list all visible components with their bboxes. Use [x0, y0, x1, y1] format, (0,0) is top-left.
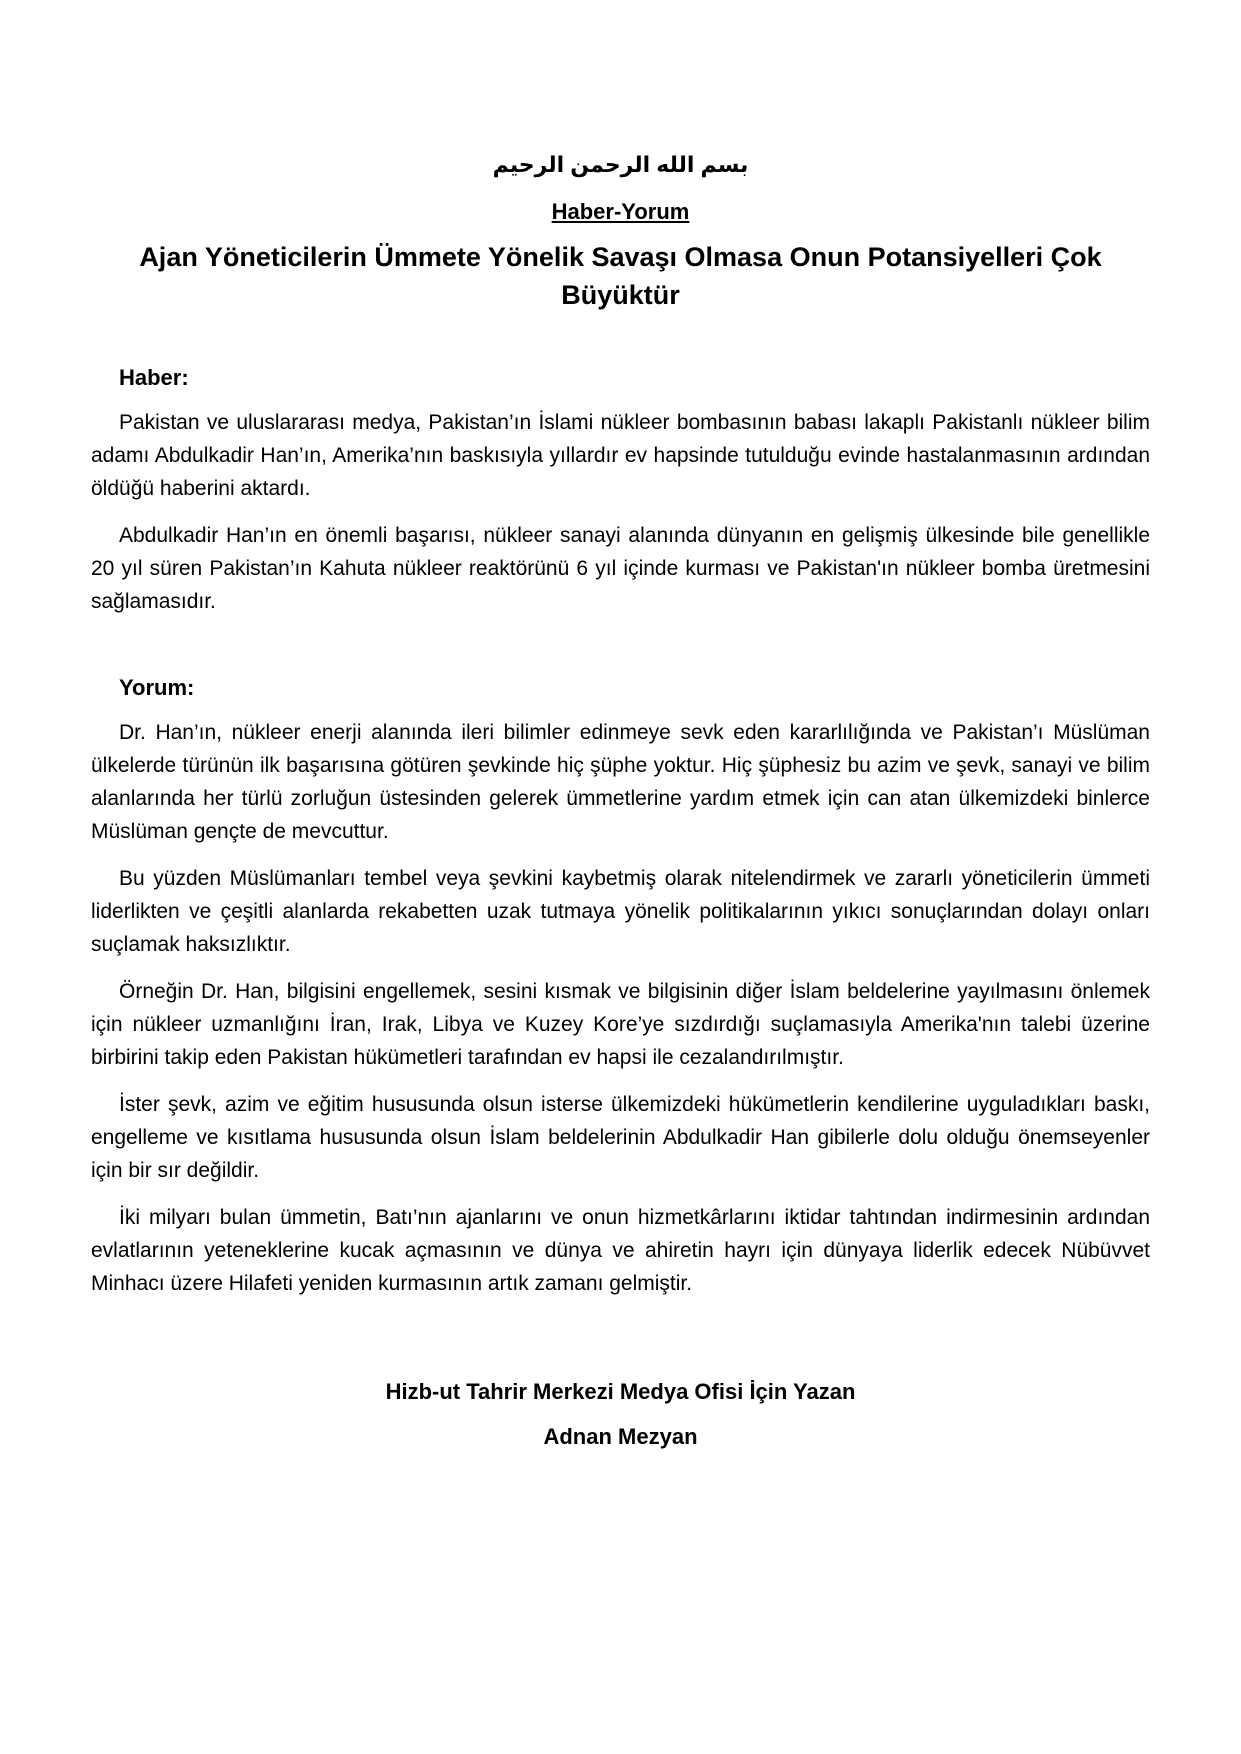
yorum-paragraph-5: İki milyarı bulan ümmetin, Batı’nın ajanlarını ve onun hizmetkârlarını iktidar tahtından indirmesinin ardından evlatlarının yeteneklerine kucak açmasının ve dünya ve ahiretin hayrı için dünyaya liderlik edecek Nübüvvet Minhacı üzere Hilafeti yeniden kurmasının artık zamanı gelmiştir. [91, 1206, 1150, 1295]
yorum-paragraph-1: Dr. Han’ın, nükleer enerji alanında ileri bilimler edinmeye sevk eden kararlılığında ve Pakistan’ı Müslüman ülkelerde türünün ilk başarısına götüren şevkinde hiç şüphe yoktur. Hiç şüphesiz bu azim ve şevk, sanayi ve bilim alanlarında her türlü zorluğun üstesinden gelerek ümmetlerine yardım etmek için can atan ülkemizdeki binlerce Müslüman gençte de mevcuttur. [91, 721, 1150, 843]
section-heading-haber: Haber: [119, 365, 189, 390]
footer-byline: Hizb-ut Tahrir Merkezi Medya Ofisi İçin Yazan [385, 1379, 856, 1404]
haber-paragraph-2: Abdulkadir Han’ın en önemli başarısı, nükleer sanayi alanında dünyanın en gelişmiş ülkesinde bile genellikle 20 yıl süren Pakistan’ın Kahuta nükleer reaktörünü 6 yıl içinde kurması ve Pakistan'ın nükleer bomba üretmesini sağlamasıdır. [91, 524, 1150, 613]
footer-author: Adnan Mezyan [543, 1424, 698, 1449]
document-content [0, 150, 1241, 1451]
yorum-paragraph-3: Örneğin Dr. Han, bilgisini engellemek, sesini kısmak ve bilgisinin diğer İslam beldelerine yayılmasını önlemek için nükleer uzmanlığını İran, Irak, Libya ve Kuzey Kore’ye sızdırdığı suçlamasıyla Amerika'nın talebi üzerine birbirini takip eden Pakistan hükümetleri tarafından ev hapsi ile cezalandırılmıştır. [91, 980, 1150, 1069]
page-title: Ajan Yöneticilerin Ümmete Yönelik Savaşı Olmasa Onun Potansiyelleri Çok Büyüktür [139, 242, 1102, 310]
section-haber [91, 364, 1150, 618]
section-heading-yorum: Yorum: [119, 675, 195, 700]
yorum-paragraph-2: Bu yüzden Müslümanları tembel veya şevkini kaybetmiş olarak nitelendirmek ve zararlı yöneticilerin ümmeti liderlikten ve çeşitli alanlarda rekabetten uzak tutmaya yönelik politikalarının yıkıcı sonuçlarından dolayı onları suçlamak haksızlıktır. [91, 867, 1150, 956]
yorum-paragraph-4: İster şevk, azim ve eğitim hususunda olsun isterse ülkemizdeki hükümetlerin kendilerine uyguladıkları baskı, engelleme ve kısıtlama hususunda olsun İslam beldelerinin Abdulkadir Han gibilerle dolu olduğu önemseyenler için bir sır değildir. [91, 1093, 1150, 1182]
section-yorum [91, 674, 1150, 1300]
document-footer [91, 1378, 1150, 1451]
haber-paragraph-1: Pakistan ve uluslararası medya, Pakistan’ın İslami nükleer bombasının babası lakaplı Pakistanlı nükleer bilim adamı Abdulkadir Han’ın, Amerika’nın baskısıyla yıllardır ev hapsinde tutulduğu evinde hastalanmasının ardından öldüğü haberini aktardı. [91, 411, 1150, 500]
kicker-haber-yorum: Haber-Yorum [551, 199, 690, 224]
bismillah-text: بسم الله الرحمن الرحيم [492, 152, 749, 177]
